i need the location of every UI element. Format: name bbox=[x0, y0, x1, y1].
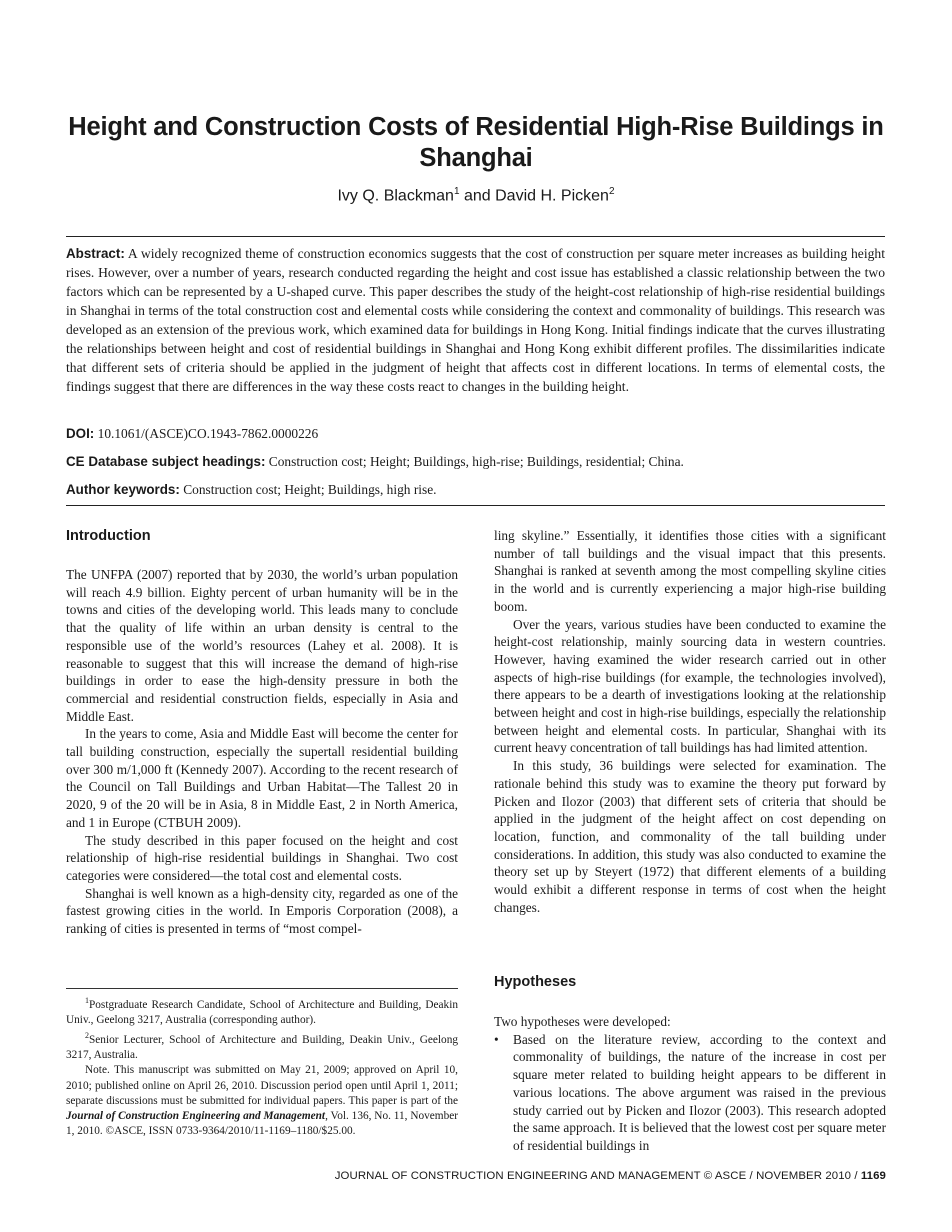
footnote-1 bbox=[66, 993, 458, 1028]
section-heading-hypotheses: Hypotheses bbox=[494, 974, 577, 990]
author-line bbox=[60, 186, 892, 205]
author-2-affiliation-mark: 2 bbox=[608, 186, 615, 197]
hypothesis-1-text: Based on the literature review, according to the context and commonality of buildings, the nature of the increase in cost per square meter related to building height appears to be different in various locations. The above argument was raised in the previous study carried out by Picken and Ilozor (2003). This research adopted the same approach. It is believed that the lowest cost per square meter of residential buildings in bbox=[513, 1031, 886, 1153]
paper-title: Height and Construction Costs of Residential High-Rise Buildings in Shanghai bbox=[68, 113, 884, 172]
hypothesis-bullet-1 bbox=[494, 1031, 886, 1155]
note-text-a: Note. This manuscript was submitted on May 21, 2009; approved on April 10, 2010; published online on April 26, 2010. Discussion period open until April 1, 2011; separate discussions must be submitted for individual papers. This paper is part of the bbox=[66, 1064, 458, 1107]
abstract-label: Abstract: bbox=[66, 246, 125, 261]
intro-paragraph-1: The UNFPA (2007) reported that by 2030, the world’s urban population will reach 4.9 billion. Eighty percent of urban humanity will be in the towns and cities of the developing world. This leads many to conclude that the quality of life within an urban density is central to the responsible use of the world’s resources (Lahey et al. 2008). It is reasonable to suggest that this will increase the demand of high-rise buildings in order to ease the high-density pressure in both the commercial and residential construction fields, especially in Asia and Middle East. bbox=[66, 567, 458, 724]
intro-paragraph-4-continued: ling skyline.” Essentially, it identifies those cities with a significant number of tall buildings and the visual impact that this presents. Shanghai is ranked at seventh among the most compelling skyline cities in the world and is currently experiencing a major high-rise building boom. bbox=[494, 528, 886, 614]
submission-note bbox=[66, 1063, 458, 1139]
intro-paragraph-2: In the years to come, Asia and Middle East will become the center for tall building construction, especially the supertall residential building over 300 m/1,000 ft (Kennedy 2007). According to the recent research of the Council on Tall Buildings and Urban Habitat—The Tallest 20 in 2020, 9 of the 20 will be in Asia, 8 in Middle East, 2 in North America, and 1 in Europe (CTBUH 2009). bbox=[66, 726, 458, 830]
footnote-1-text: Postgraduate Research Candidate, School of Architecture and Building, Deakin Univ., Geelong 3217, Australia (corresponding author). bbox=[66, 998, 458, 1026]
footnote-2 bbox=[66, 1028, 458, 1063]
right-column bbox=[494, 527, 886, 916]
doi-value: 10.1061/(ASCE)CO.1943-7862.0000226 bbox=[97, 426, 319, 441]
abstract-top-rule bbox=[66, 236, 885, 237]
abstract bbox=[66, 244, 885, 396]
abstract-text: A widely recognized theme of construction economics suggests that the cost of construction per square meter increases as building height rises. However, over a number of years, research conducted regarding the height and cost issue has established a classic relationship between the two factors which can be represented by a U-shaped curve. This paper describes the study of the height-cost relationship of high-rise residential buildings in Shanghai in terms of the total construction cost and elemental costs while considering the context and commonality of buildings. This research was developed as an extension of the previous work, which examined data for buildings in Hong Kong. Initial findings indicate that the curves illustrating the relationships between height and cost of residential buildings in Shanghai and Hong Kong exhibit different profiles. The dissimilarities indicate that different sets of criteria should be applied in the judgment of height that affects cost in different locations. In terms of elemental costs, the findings suggest that there are differences in the way these costs react to changes in the building height. bbox=[66, 246, 885, 394]
footnote-1-mark: 1 bbox=[85, 996, 89, 1005]
footnote-2-text: Senior Lecturer, School of Architecture and Building, Deakin Univ., Geelong 3217, Australia. bbox=[66, 1033, 458, 1062]
intro-paragraph-4: Shanghai is well known as a high-density city, regarded as one of the fastest growing cities in the world. In Emporis Corporation (2008), a ranking of cities is presented in terms of “most compel- bbox=[66, 885, 458, 937]
doi-label: DOI: bbox=[66, 426, 95, 441]
journal-name: Journal of Construction Engineering and Management bbox=[66, 1109, 326, 1122]
footnote-2-mark: 2 bbox=[85, 1031, 89, 1041]
author-keywords bbox=[66, 481, 885, 499]
footnote-rule bbox=[66, 988, 458, 989]
hypotheses-intro: Two hypotheses were developed: bbox=[494, 1014, 671, 1029]
author-joiner: and bbox=[463, 187, 491, 205]
abstract-bottom-rule bbox=[66, 505, 885, 506]
page-number: 1169 bbox=[860, 1170, 886, 1182]
left-column bbox=[66, 566, 458, 938]
ce-headings-value: Construction cost; Height; Buildings, high-rise; Buildings, residential; China. bbox=[268, 454, 684, 469]
author-1-affiliation-mark: 1 bbox=[453, 186, 460, 197]
running-footer bbox=[335, 1170, 886, 1182]
author-2: David H. Picken bbox=[495, 187, 609, 205]
hypotheses-body bbox=[494, 1013, 886, 1155]
intro-paragraph-6: In this study, 36 buildings were selected for examination. The rationale behind this study was to examine the theory put forward by Picken and Ilozor (2003) that different sets of criteria that should be applied in the judgment of the height affect on cost depending on location, function, and commonality of the tall building under considerations. In addition, this study was also conducted to examine the theory set up by Steyert (1972) that different elements of a building would exhibit a different response in terms of cost when the height changes. bbox=[494, 758, 886, 915]
section-heading-introduction: Introduction bbox=[66, 528, 151, 544]
bullet-marker: • bbox=[494, 1031, 499, 1047]
note-text-b: , Vol. 136, No. 11, November 1, 2010. ©ASCE, ISSN 0733-9364/2010/11-1169–1180/$25.00. bbox=[66, 1109, 459, 1138]
ce-headings-label: CE Database subject headings: bbox=[66, 454, 266, 469]
ce-database-headings bbox=[66, 453, 885, 471]
intro-paragraph-5: Over the years, various studies have been conducted to examine the height-cost relationship, mainly sourcing data in western countries. However, having examined the wider research carried out in other aspects of high-rise buildings (for example, the technologies involved), there appears to be a dearth of investigations looking at the relationship between height and cost in high-rise buildings, especially the relationship between height and elemental costs. In particular, Shanghai with its current heavy concentration of tall buildings has had limited attention. bbox=[494, 616, 886, 756]
keywords-label: Author keywords: bbox=[66, 482, 180, 497]
running-footer-text: JOURNAL OF CONSTRUCTION ENGINEERING AND MANAGEMENT © ASCE / NOVEMBER 2010 / bbox=[334, 1170, 861, 1182]
footnotes bbox=[66, 993, 458, 1139]
intro-paragraph-3: The study described in this paper focused on the height and cost relationship of high-rise residential buildings in Shanghai. Two cost categories were considered—the total cost and elemental costs. bbox=[66, 832, 458, 883]
keywords-value: Construction cost; Height; Buildings, high rise. bbox=[183, 482, 437, 497]
author-1: Ivy Q. Blackman bbox=[337, 187, 454, 205]
doi-line bbox=[66, 425, 885, 443]
